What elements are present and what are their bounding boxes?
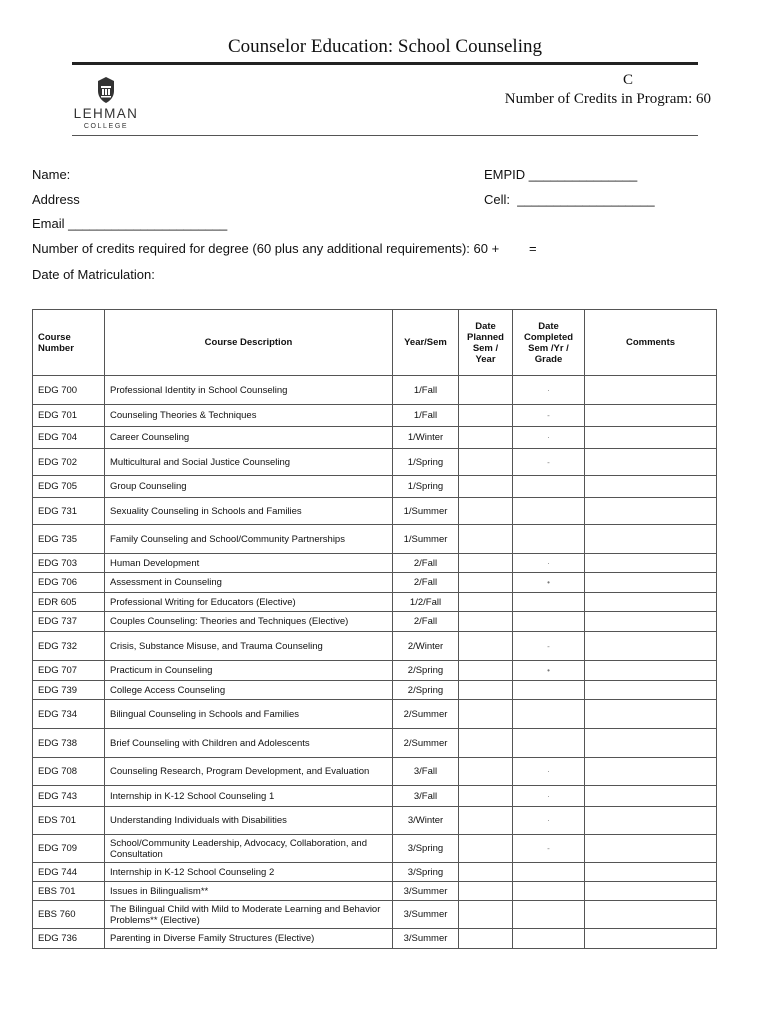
header-rule <box>72 135 698 136</box>
table-row <box>33 835 717 863</box>
email-field[interactable]: Email ______________________ <box>32 216 228 231</box>
table-row <box>33 786 717 807</box>
course-number: EDG 732 <box>33 632 105 661</box>
cell-field[interactable]: Cell: ___________________ <box>484 192 655 207</box>
table-row <box>33 612 717 632</box>
comments-cell[interactable] <box>585 573 717 593</box>
course-number: EDG 708 <box>33 758 105 786</box>
comments-cell[interactable] <box>585 525 717 554</box>
course-number: EDG 738 <box>33 729 105 758</box>
comments-cell[interactable] <box>585 476 717 498</box>
course-number: EDG 703 <box>33 554 105 573</box>
comments-cell[interactable] <box>585 700 717 729</box>
course-table <box>32 309 717 949</box>
date-planned-cell[interactable] <box>459 498 513 525</box>
date-completed-cell[interactable]: · <box>513 427 585 449</box>
date-completed-cell[interactable] <box>513 593 585 612</box>
course-number: EDG 705 <box>33 476 105 498</box>
date-completed-cell[interactable]: · <box>513 376 585 405</box>
date-completed-cell[interactable] <box>513 476 585 498</box>
course-description: Human Development <box>105 554 393 573</box>
course-number: EDG 739 <box>33 681 105 700</box>
course-number: EDG 743 <box>33 786 105 807</box>
course-description: Counseling Research, Program Development, and Evaluation <box>105 758 393 786</box>
logo-subtitle: COLLEGE <box>83 123 129 130</box>
comments-cell[interactable] <box>585 729 717 758</box>
course-number: EDG 700 <box>33 376 105 405</box>
course-description: Crisis, Substance Misuse, and Trauma Counseling <box>105 632 393 661</box>
table-row <box>33 729 717 758</box>
date-planned-cell[interactable] <box>459 929 513 949</box>
course-description: Understanding Individuals with Disabilities <box>105 807 393 835</box>
comments-cell[interactable] <box>585 554 717 573</box>
date-completed-cell[interactable]: · <box>513 554 585 573</box>
table-row <box>33 476 717 498</box>
table-row <box>33 700 717 729</box>
comments-cell[interactable] <box>585 449 717 476</box>
header-year-sem: Year/Sem <box>393 310 459 376</box>
date-completed-cell[interactable]: · <box>513 758 585 786</box>
course-description: Multicultural and Social Justice Counseling <box>105 449 393 476</box>
course-year-sem: 2/Summer <box>393 700 459 729</box>
table-row <box>33 554 717 573</box>
date-planned-cell[interactable] <box>459 786 513 807</box>
date-planned-cell[interactable] <box>459 758 513 786</box>
shield-emblem-icon <box>92 76 120 104</box>
header-course-description: Course Description <box>105 310 393 376</box>
header-date-planned: Date Planned Sem / Year <box>459 310 513 376</box>
course-year-sem: 1/Spring <box>393 449 459 476</box>
course-description: Internship in K-12 School Counseling 1 <box>105 786 393 807</box>
date-planned-cell[interactable] <box>459 476 513 498</box>
comments-cell[interactable] <box>585 612 717 632</box>
program-credits <box>505 91 711 108</box>
date-planned-cell[interactable] <box>459 807 513 835</box>
table-row <box>33 593 717 612</box>
credits-required-field: Number of credits required for degree (60 plus any additional requirements): 60 + <box>32 241 500 256</box>
date-completed-cell[interactable]: - <box>513 405 585 427</box>
table-header-row <box>33 310 717 376</box>
date-planned-cell[interactable] <box>459 901 513 929</box>
course-year-sem: 3/Summer <box>393 929 459 949</box>
course-number: EDG 734 <box>33 700 105 729</box>
comments-cell[interactable] <box>585 835 717 863</box>
course-year-sem: 1/Summer <box>393 498 459 525</box>
table-row <box>33 632 717 661</box>
course-description: Brief Counseling with Children and Adolescents <box>105 729 393 758</box>
table-row <box>33 449 717 476</box>
course-year-sem: 1/Fall <box>393 376 459 405</box>
course-description: Family Counseling and School/Community Partnerships <box>105 525 393 554</box>
date-completed-cell[interactable]: • <box>513 573 585 593</box>
course-description: The Bilingual Child with Mild to Moderate Learning and Behavior Problems** (Elective) <box>105 901 393 929</box>
course-number: EDG 709 <box>33 835 105 863</box>
course-description: Professional Writing for Educators (Elective) <box>105 593 393 612</box>
name-field[interactable]: Name: <box>32 167 71 182</box>
table-row <box>33 573 717 593</box>
date-completed-cell[interactable]: · <box>513 807 585 835</box>
comments-cell[interactable] <box>585 681 717 700</box>
comments-cell[interactable] <box>585 661 717 681</box>
date-planned-cell[interactable] <box>459 612 513 632</box>
course-year-sem: 1/Winter <box>393 427 459 449</box>
date-completed-cell[interactable] <box>513 498 585 525</box>
date-planned-cell[interactable] <box>459 554 513 573</box>
table-row <box>33 427 717 449</box>
address-field[interactable]: Address <box>32 192 80 207</box>
table-row <box>33 807 717 835</box>
table-row <box>33 661 717 681</box>
course-description: Assessment in Counseling <box>105 573 393 593</box>
date-planned-cell[interactable] <box>459 449 513 476</box>
date-planned-cell[interactable] <box>459 882 513 901</box>
date-completed-cell[interactable] <box>513 681 585 700</box>
course-year-sem: 2/Winter <box>393 632 459 661</box>
date-completed-cell[interactable] <box>513 882 585 901</box>
date-completed-cell[interactable] <box>513 929 585 949</box>
date-planned-cell[interactable] <box>459 729 513 758</box>
course-year-sem: 3/Fall <box>393 786 459 807</box>
date-planned-cell[interactable] <box>459 593 513 612</box>
course-year-sem: 3/Winter <box>393 807 459 835</box>
date-planned-cell[interactable] <box>459 863 513 882</box>
course-year-sem: 2/Summer <box>393 729 459 758</box>
date-completed-cell[interactable]: - <box>513 632 585 661</box>
date-completed-cell[interactable] <box>513 901 585 929</box>
date-completed-cell[interactable] <box>513 729 585 758</box>
header-date-completed: Date Completed Sem /Yr / Grade <box>513 310 585 376</box>
date-planned-cell[interactable] <box>459 700 513 729</box>
table-row <box>33 882 717 901</box>
course-number: EDG 736 <box>33 929 105 949</box>
table-row <box>33 525 717 554</box>
credits-label: Number of Credits in Program: <box>504 91 693 107</box>
logo-name: LEHMAN <box>73 106 139 121</box>
course-description: Couples Counseling: Theories and Techniques (Elective) <box>105 612 393 632</box>
course-description: Issues in Bilingualism** <box>105 882 393 901</box>
credits-value: 60 <box>696 91 711 107</box>
credits-equals: = <box>529 241 537 256</box>
comments-cell[interactable] <box>585 593 717 612</box>
course-description: School/Community Leadership, Advocacy, Collaboration, and Consultation <box>105 835 393 863</box>
date-planned-cell[interactable] <box>459 525 513 554</box>
course-number: EDG 731 <box>33 498 105 525</box>
course-number: EDG 744 <box>33 863 105 882</box>
course-year-sem: 3/Summer <box>393 882 459 901</box>
header-comments: Comments <box>585 310 717 376</box>
course-number: EDG 704 <box>33 427 105 449</box>
course-number: EDG 706 <box>33 573 105 593</box>
course-number: EDG 735 <box>33 525 105 554</box>
comments-cell[interactable] <box>585 901 717 929</box>
course-number: EBS 701 <box>33 882 105 901</box>
date-completed-cell[interactable]: - <box>513 449 585 476</box>
header-course-number: Course Number <box>33 310 105 376</box>
course-year-sem: 3/Spring <box>393 835 459 863</box>
course-number: EDR 605 <box>33 593 105 612</box>
comments-cell[interactable] <box>585 405 717 427</box>
date-planned-cell[interactable] <box>459 661 513 681</box>
date-planned-cell[interactable] <box>459 632 513 661</box>
course-year-sem: 1/Fall <box>393 405 459 427</box>
date-completed-cell[interactable] <box>513 525 585 554</box>
date-planned-cell[interactable] <box>459 681 513 700</box>
lehman-logo <box>72 76 144 134</box>
comments-cell[interactable] <box>585 882 717 901</box>
date-completed-cell[interactable]: • <box>513 661 585 681</box>
table-row <box>33 681 717 700</box>
course-description: College Access Counseling <box>105 681 393 700</box>
title-rule <box>72 62 698 65</box>
course-description: Counseling Theories & Techniques <box>105 405 393 427</box>
date-planned-cell[interactable] <box>459 427 513 449</box>
comments-cell[interactable] <box>585 427 717 449</box>
course-number: EDG 701 <box>33 405 105 427</box>
table-row <box>33 405 717 427</box>
date-planned-cell[interactable] <box>459 835 513 863</box>
date-planned-cell[interactable] <box>459 376 513 405</box>
table-row <box>33 376 717 405</box>
date-planned-cell[interactable] <box>459 405 513 427</box>
course-year-sem: 2/Fall <box>393 573 459 593</box>
course-description: Internship in K-12 School Counseling 2 <box>105 863 393 882</box>
empid-field[interactable]: EMPID _______________ <box>484 167 638 182</box>
course-year-sem: 2/Spring <box>393 661 459 681</box>
course-number: EDG 707 <box>33 661 105 681</box>
course-year-sem: 2/Fall <box>393 612 459 632</box>
course-number: EDG 702 <box>33 449 105 476</box>
comments-cell[interactable] <box>585 863 717 882</box>
course-description: Career Counseling <box>105 427 393 449</box>
comments-cell[interactable] <box>585 807 717 835</box>
table-row <box>33 929 717 949</box>
course-number: EDG 737 <box>33 612 105 632</box>
table-row <box>33 901 717 929</box>
course-number: EBS 760 <box>33 901 105 929</box>
course-description: Bilingual Counseling in Schools and Families <box>105 700 393 729</box>
date-completed-cell[interactable]: - <box>513 835 585 863</box>
course-year-sem: 3/Spring <box>393 863 459 882</box>
page-title: Counselor Education: School Counseling <box>227 36 542 57</box>
course-description: Parenting in Diverse Family Structures (Elective) <box>105 929 393 949</box>
course-number: EDS 701 <box>33 807 105 835</box>
table-row <box>33 758 717 786</box>
date-completed-cell[interactable] <box>513 700 585 729</box>
comments-cell[interactable] <box>585 786 717 807</box>
date-completed-cell[interactable]: · <box>513 786 585 807</box>
course-year-sem: 1/2/Fall <box>393 593 459 612</box>
date-completed-cell[interactable] <box>513 612 585 632</box>
table-row <box>33 498 717 525</box>
comments-cell[interactable] <box>585 929 717 949</box>
course-year-sem: 2/Fall <box>393 554 459 573</box>
table-row <box>33 863 717 882</box>
comments-cell[interactable] <box>585 498 717 525</box>
program-code: C <box>622 72 633 88</box>
course-year-sem: 2/Spring <box>393 681 459 700</box>
date-completed-cell[interactable] <box>513 863 585 882</box>
course-description: Sexuality Counseling in Schools and Families <box>105 498 393 525</box>
comments-cell[interactable] <box>585 758 717 786</box>
course-year-sem: 3/Fall <box>393 758 459 786</box>
course-description: Group Counseling <box>105 476 393 498</box>
course-description: Professional Identity in School Counseling <box>105 376 393 405</box>
comments-cell[interactable] <box>585 376 717 405</box>
course-year-sem: 3/Summer <box>393 901 459 929</box>
date-planned-cell[interactable] <box>459 573 513 593</box>
matriculation-field[interactable]: Date of Matriculation: <box>32 267 155 282</box>
course-year-sem: 1/Spring <box>393 476 459 498</box>
course-description: Practicum in Counseling <box>105 661 393 681</box>
course-table-body <box>33 376 717 949</box>
course-year-sem: 1/Summer <box>393 525 459 554</box>
comments-cell[interactable] <box>585 632 717 661</box>
